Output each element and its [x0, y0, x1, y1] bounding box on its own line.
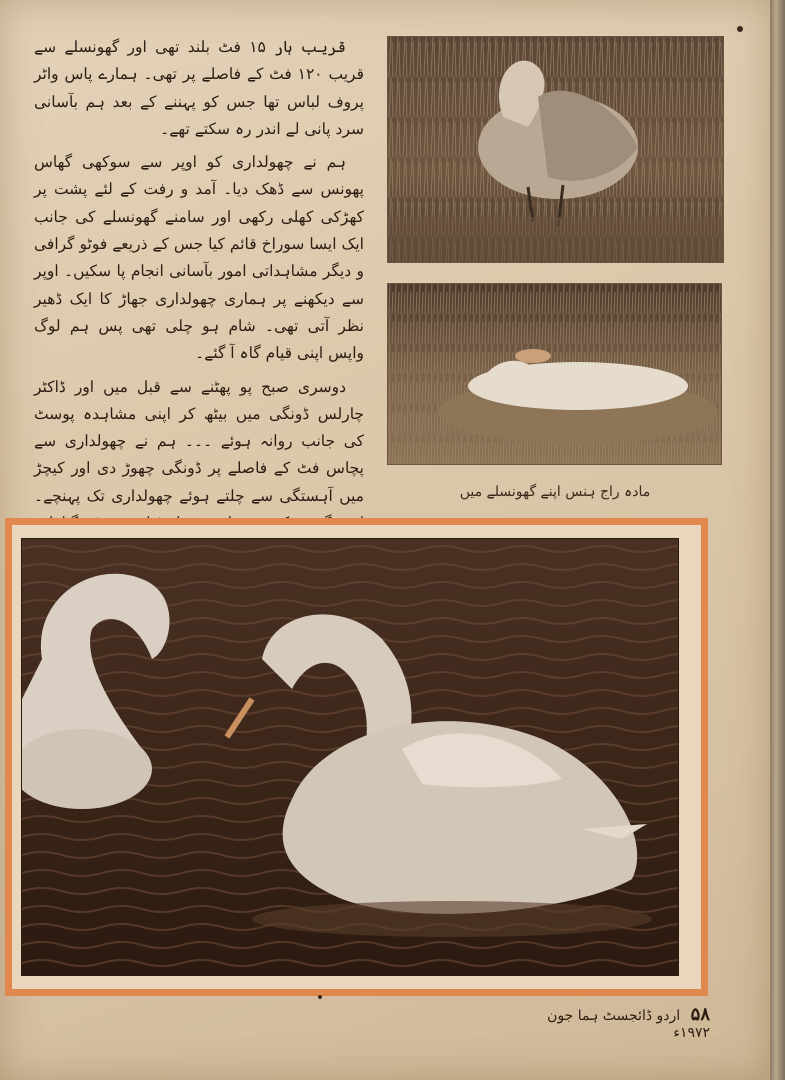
paragraph-2: ہم نے چھولداری کو اوپر سے سوکھی گھاس پھونس سے ڈھک دیا۔ آمد و رفت کے لئے پشت پر کھڑکی کھلی رکھی اور سامنے گھونسلے کی جانب ایک ایسا سوراخ قائم کیا جس کے ذریعے فوٹو گرافی و دیگر مشاہداتی امور بآسانی انجام پا سکیں۔ اوپر سے دیکھنے پر ہماری چھولداری جھاڑ کا ایک ڈھیر نظر آتی تھی۔ شام ہو چلی تھی پس ہم لوگ واپس اپنی قیام گاہ آ گئے۔ [34, 153, 364, 363]
photo-swan-in-reeds [387, 36, 724, 263]
article-text-column [34, 34, 364, 514]
photo-caption: مادہ راج ہنس اپنے گھونسلے میں [459, 484, 651, 500]
page-mark [737, 26, 743, 32]
paragraph-1: قریب ہار ۱۵ فٹ بلند تھی اور گھونسلے سے قریب ۱۲۰ فٹ کے فاصلے پر تھی۔ ہمارے پاس واٹر پروف لباس تھا جس کو پہننے کے بعد ہم بآسانی سرد پانی لے اندر رہ سکتے تھے۔ [34, 38, 364, 138]
page-mark [318, 995, 322, 999]
page-number: ۵۸ [690, 1004, 710, 1025]
photo-two-swans-on-water [21, 538, 679, 976]
publication-line: اردو ڈائجسٹ ہما جون ۱۹۷۲ء [547, 1008, 710, 1041]
paragraph-3: دوسری صبح پو پھٹنے سے قبل میں اور ڈاکٹر چارلس ڈونگی میں بیٹھ کر اپنی مشاہدہ پوسٹ کی جانب روانہ ہوئے ۔۔۔ ہم نے چھولداری سے پچاس فٹ کے فاصلے پر ڈونگی چھوڑ دی اور کیچڑ میں آہستگی سے چلتے ہوئے چھولداری تک پہنچے۔ [34, 377, 364, 505]
page-footer [530, 1004, 710, 1041]
photo-swan-on-nest [387, 283, 722, 465]
book-spine [770, 0, 785, 1080]
